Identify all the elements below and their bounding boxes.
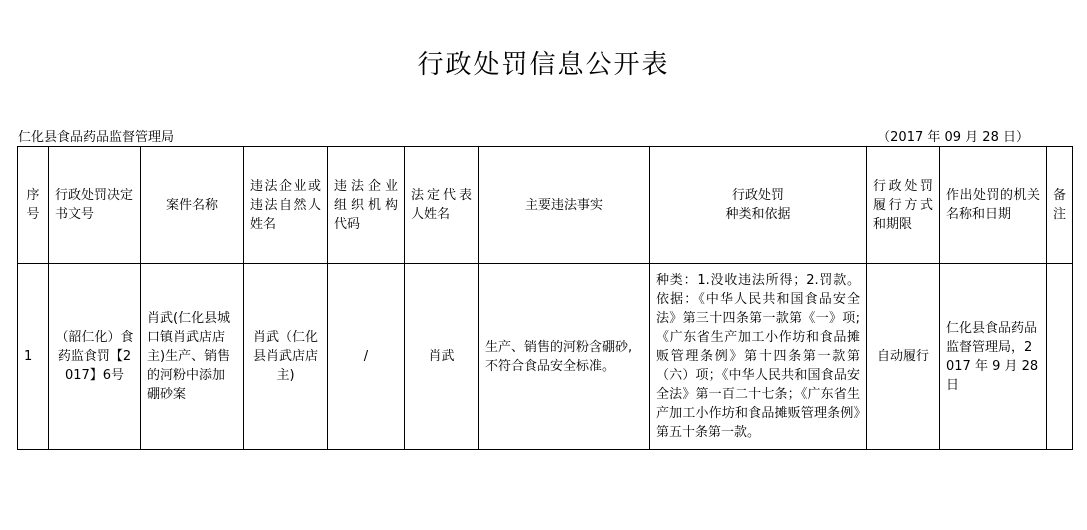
cell-index: 1	[18, 264, 49, 450]
header-violator: 违法企业或违法自然人姓名	[244, 147, 328, 264]
header-legal-rep: 法定代表人姓名	[405, 147, 479, 264]
cell-org-code: /	[328, 264, 405, 450]
header-org-code: 违法企业组织机构代码	[328, 147, 405, 264]
header-penalty: 行政处罚 种类和依据	[650, 147, 867, 264]
agency-name: 仁化县食品药品监督管理局	[18, 130, 175, 145]
header-remarks: 备 注	[1047, 147, 1073, 264]
header-decision-no: 行政处罚决定书文号	[49, 147, 141, 264]
cell-case-name: 肖武(仁化县城口镇肖武店店主)生产、销售的河粉中添加硼砂案	[141, 264, 244, 450]
header-authority: 作出处罚的机关名称和日期	[940, 147, 1047, 264]
cell-violator: 肖武（仁化县肖武店店主)	[244, 264, 328, 450]
header-execution: 行政处罚履行方式和期限	[867, 147, 940, 264]
table-row	[18, 264, 1073, 450]
header-case-name: 案件名称	[141, 147, 244, 264]
cell-authority: 仁化县食品药品监督管理局，2017 年 9 月 28 日	[940, 264, 1047, 450]
cell-facts: 生产、销售的河粉含硼砂,不符合食品安全标准。	[479, 264, 650, 450]
cell-legal-rep: 肖武	[405, 264, 479, 450]
document-date: （2017 年 09 月 28 日）	[877, 130, 1029, 145]
cell-remarks	[1047, 264, 1073, 450]
header-facts: 主要违法事实	[479, 147, 650, 264]
cell-execution: 自动履行	[867, 264, 940, 450]
header-index: 序 号	[18, 147, 49, 264]
header-row	[18, 147, 1073, 264]
penalty-table	[17, 146, 1073, 450]
cell-penalty: 种类：1.没收违法所得；2.罚款。依据：《中华人民共和国食品安全法》第三十四条第一款第《一》项;《广东省生产加工小作坊和食品摊贩管理条例》第十四条第一款第（六）项；《中华人民共和国食品安全法》第一百二十七条；《广东省生产加工小作坊和食品摊贩管理条例》第五十条第一款。	[650, 264, 867, 450]
page-title: 行政处罚信息公开表	[417, 50, 670, 80]
cell-decision-no: （韶仁化）食药监食罚【2017】6号	[49, 264, 141, 450]
